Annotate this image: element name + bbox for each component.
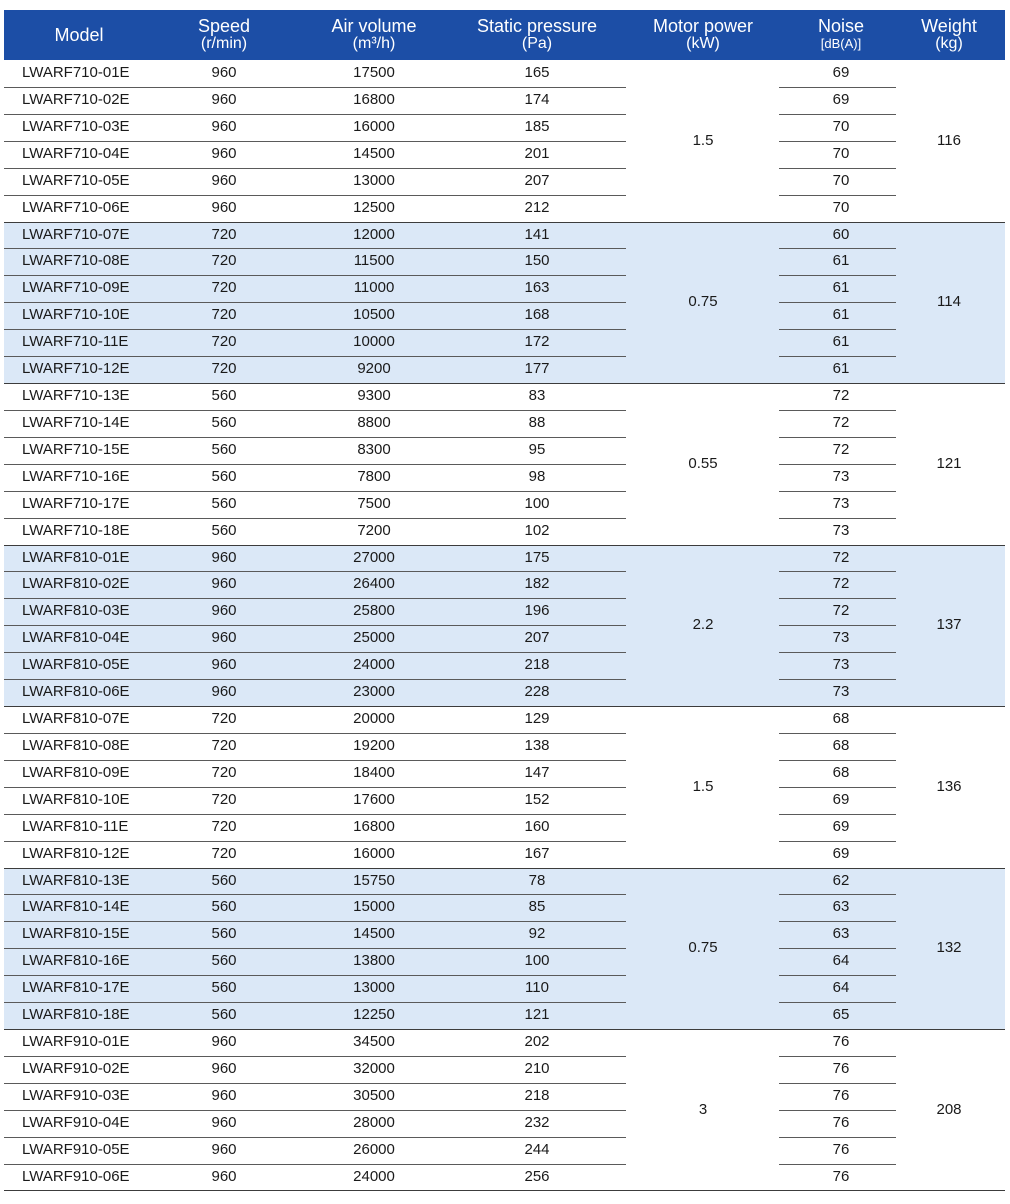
header-speed-label: Speed bbox=[197, 16, 251, 36]
cell-model: LWARF810-16E bbox=[22, 952, 130, 970]
cell-model: LWARF710-09E bbox=[22, 279, 130, 297]
cell-speed: 560 bbox=[211, 925, 237, 943]
table-row bbox=[4, 60, 1005, 87]
table-row bbox=[4, 787, 1005, 814]
cell-air-volume: 20000 bbox=[353, 710, 395, 727]
cell-model: LWARF710-14E bbox=[22, 413, 130, 431]
cell-air-volume: 12500 bbox=[353, 198, 395, 216]
cell-speed: 560 bbox=[211, 952, 237, 970]
cell-static-pressure: 172 bbox=[524, 333, 550, 351]
header-speed bbox=[174, 10, 274, 60]
cell-speed: 960 bbox=[211, 1033, 237, 1050]
cell-model: LWARF810-09E bbox=[22, 763, 130, 781]
table-row bbox=[4, 598, 1005, 625]
cell-model: LWARF910-02E bbox=[22, 1059, 130, 1077]
cell-noise: 63 bbox=[832, 898, 850, 916]
cell-speed: 720 bbox=[211, 252, 237, 270]
cell-motor-power: 1.5 bbox=[692, 777, 714, 795]
header-weight-unit: (kg) bbox=[935, 35, 963, 52]
cell-speed: 960 bbox=[211, 1167, 237, 1185]
cell-air-volume: 15750 bbox=[353, 871, 395, 889]
cell-noise: 68 bbox=[832, 763, 850, 781]
table-row bbox=[4, 760, 1005, 787]
cell-noise: 61 bbox=[832, 279, 850, 297]
cell-noise: 73 bbox=[832, 494, 850, 512]
cell-air-volume: 26400 bbox=[353, 575, 395, 593]
cell-speed: 720 bbox=[211, 306, 237, 324]
cell-noise: 70 bbox=[832, 117, 850, 135]
header-model-label: Model bbox=[54, 25, 104, 45]
cell-air-volume: 16000 bbox=[353, 844, 395, 862]
cell-weight: 114 bbox=[937, 293, 961, 311]
cell-model: LWARF710-06E bbox=[22, 198, 130, 216]
table-row bbox=[4, 625, 1005, 652]
table-row bbox=[4, 841, 1005, 868]
cell-static-pressure: 100 bbox=[524, 952, 550, 970]
table-row bbox=[4, 248, 1005, 275]
table-row bbox=[4, 706, 1005, 733]
cell-air-volume: 16800 bbox=[353, 817, 395, 835]
cell-noise: 72 bbox=[832, 548, 850, 566]
model-group bbox=[4, 1029, 1005, 1191]
model-group bbox=[4, 60, 1005, 222]
cell-static-pressure: 165 bbox=[524, 64, 550, 81]
cell-weight: 208 bbox=[936, 1100, 962, 1118]
cell-model: LWARF810-17E bbox=[22, 979, 130, 997]
cell-static-pressure: 83 bbox=[528, 387, 546, 404]
cell-static-pressure: 102 bbox=[524, 521, 550, 539]
cell-static-pressure: 210 bbox=[524, 1059, 550, 1077]
cell-speed: 960 bbox=[211, 548, 237, 566]
cell-model: LWARF810-10E bbox=[22, 790, 130, 808]
cell-noise: 73 bbox=[832, 656, 850, 674]
cell-model: LWARF810-15E bbox=[22, 925, 130, 943]
cell-model: LWARF910-06E bbox=[22, 1167, 130, 1185]
cell-noise: 70 bbox=[832, 144, 850, 162]
cell-noise: 70 bbox=[832, 171, 850, 189]
cell-air-volume: 24000 bbox=[353, 656, 395, 674]
cell-air-volume: 14500 bbox=[353, 925, 395, 943]
cell-speed: 720 bbox=[211, 736, 237, 754]
table-bottom-border bbox=[4, 1190, 1005, 1191]
table-row bbox=[4, 652, 1005, 679]
cell-air-volume: 13800 bbox=[353, 952, 395, 970]
cell-speed: 960 bbox=[211, 198, 237, 216]
cell-static-pressure: 92 bbox=[528, 925, 546, 943]
cell-air-volume: 34500 bbox=[353, 1033, 395, 1050]
table-row bbox=[4, 1029, 1005, 1056]
cell-speed: 560 bbox=[211, 413, 237, 431]
header-noise-unit: [dB(A)] bbox=[820, 36, 862, 51]
cell-speed: 720 bbox=[211, 710, 237, 727]
header-air-volume bbox=[309, 10, 439, 60]
cell-model: LWARF710-07E bbox=[22, 225, 130, 243]
cell-air-volume: 12000 bbox=[353, 225, 395, 243]
table-row bbox=[4, 222, 1005, 249]
table-row bbox=[4, 383, 1005, 410]
cell-model: LWARF710-03E bbox=[22, 117, 130, 135]
table-row bbox=[4, 518, 1005, 545]
cell-noise: 69 bbox=[832, 817, 850, 835]
cell-model: LWARF810-02E bbox=[22, 575, 130, 593]
header-weight-label: Weight bbox=[921, 16, 977, 36]
cell-noise: 60 bbox=[832, 225, 850, 243]
cell-static-pressure: 196 bbox=[524, 602, 550, 620]
cell-air-volume: 9300 bbox=[357, 387, 391, 404]
cell-noise: 72 bbox=[832, 440, 850, 458]
cell-noise: 72 bbox=[832, 413, 850, 431]
cell-static-pressure: 218 bbox=[524, 656, 550, 674]
model-group bbox=[4, 545, 1005, 707]
cell-speed: 720 bbox=[211, 844, 237, 862]
cell-air-volume: 16000 bbox=[353, 117, 395, 135]
cell-static-pressure: 78 bbox=[528, 871, 546, 889]
table-row bbox=[4, 571, 1005, 598]
cell-speed: 560 bbox=[211, 898, 237, 916]
cell-model: LWARF710-16E bbox=[22, 467, 130, 485]
cell-air-volume: 7200 bbox=[357, 521, 391, 539]
table-row bbox=[4, 275, 1005, 302]
header-noise-label: Noise bbox=[817, 16, 865, 36]
cell-noise: 72 bbox=[832, 602, 850, 620]
table-row bbox=[4, 679, 1005, 706]
cell-static-pressure: 185 bbox=[524, 117, 550, 135]
cell-model: LWARF810-08E bbox=[22, 736, 130, 754]
cell-static-pressure: 212 bbox=[524, 198, 550, 216]
cell-noise: 62 bbox=[832, 871, 850, 889]
cell-noise: 73 bbox=[832, 629, 850, 647]
cell-static-pressure: 100 bbox=[524, 494, 550, 512]
cell-model: LWARF710-18E bbox=[22, 521, 130, 539]
cell-static-pressure: 244 bbox=[524, 1140, 550, 1158]
cell-speed: 720 bbox=[211, 817, 237, 835]
cell-noise: 72 bbox=[832, 575, 850, 593]
cell-model: LWARF710-05E bbox=[22, 171, 130, 189]
cell-static-pressure: 163 bbox=[524, 279, 550, 297]
cell-static-pressure: 95 bbox=[528, 440, 546, 458]
cell-air-volume: 32000 bbox=[353, 1059, 395, 1077]
cell-model: LWARF810-04E bbox=[22, 629, 130, 647]
cell-motor-power: 0.75 bbox=[688, 293, 718, 311]
cell-air-volume: 19200 bbox=[353, 736, 395, 754]
cell-static-pressure: 160 bbox=[524, 817, 550, 835]
cell-model: LWARF710-11E bbox=[22, 333, 129, 351]
header-motor-power bbox=[638, 10, 768, 60]
cell-weight: 137 bbox=[936, 616, 962, 634]
cell-model: LWARF910-01E bbox=[22, 1033, 130, 1050]
table-row bbox=[4, 975, 1005, 1002]
cell-static-pressure: 182 bbox=[524, 575, 550, 593]
cell-noise: 61 bbox=[832, 306, 850, 324]
cell-speed: 960 bbox=[211, 64, 237, 81]
cell-noise: 65 bbox=[832, 1006, 850, 1023]
table-row bbox=[4, 894, 1005, 921]
cell-model: LWARF910-04E bbox=[22, 1113, 130, 1131]
cell-model: LWARF710-02E bbox=[22, 90, 130, 108]
cell-air-volume: 13000 bbox=[353, 979, 395, 997]
cell-noise: 73 bbox=[832, 683, 850, 700]
table-row bbox=[4, 1056, 1005, 1083]
cell-speed: 960 bbox=[211, 1140, 237, 1158]
cell-speed: 720 bbox=[211, 225, 237, 243]
header-motor-power-unit: (kW) bbox=[686, 35, 720, 52]
cell-speed: 960 bbox=[211, 171, 237, 189]
cell-air-volume: 27000 bbox=[353, 548, 395, 566]
table-row bbox=[4, 545, 1005, 572]
cell-speed: 960 bbox=[211, 1113, 237, 1131]
cell-model: LWARF910-05E bbox=[22, 1140, 130, 1158]
cell-air-volume: 10000 bbox=[353, 333, 395, 351]
cell-weight: 116 bbox=[937, 131, 961, 149]
cell-static-pressure: 202 bbox=[524, 1033, 550, 1050]
cell-air-volume: 11000 bbox=[353, 279, 395, 297]
cell-speed: 560 bbox=[211, 440, 237, 458]
cell-air-volume: 23000 bbox=[353, 683, 395, 700]
cell-static-pressure: 175 bbox=[524, 548, 550, 566]
cell-model: LWARF710-10E bbox=[22, 306, 130, 324]
table-row bbox=[4, 948, 1005, 975]
cell-weight: 121 bbox=[936, 454, 962, 472]
cell-speed: 960 bbox=[211, 602, 237, 620]
cell-model: LWARF810-05E bbox=[22, 656, 130, 674]
cell-noise: 69 bbox=[832, 844, 850, 862]
cell-static-pressure: 201 bbox=[524, 144, 550, 162]
table-row bbox=[4, 1137, 1005, 1164]
table-row bbox=[4, 1083, 1005, 1110]
cell-static-pressure: 218 bbox=[524, 1086, 550, 1104]
cell-noise: 68 bbox=[832, 710, 850, 727]
cell-static-pressure: 228 bbox=[524, 683, 550, 700]
cell-noise: 73 bbox=[832, 467, 850, 485]
cell-speed: 560 bbox=[211, 494, 237, 512]
cell-model: LWARF810-13E bbox=[22, 871, 130, 889]
cell-static-pressure: 174 bbox=[524, 90, 550, 108]
cell-static-pressure: 147 bbox=[524, 763, 550, 781]
cell-air-volume: 17600 bbox=[353, 790, 395, 808]
cell-air-volume: 24000 bbox=[353, 1167, 395, 1185]
cell-speed: 960 bbox=[211, 117, 237, 135]
table-header bbox=[4, 10, 1005, 60]
cell-static-pressure: 110 bbox=[525, 979, 549, 997]
cell-noise: 76 bbox=[832, 1113, 850, 1131]
cell-speed: 560 bbox=[211, 467, 237, 485]
cell-weight: 132 bbox=[936, 939, 962, 957]
table-row bbox=[4, 464, 1005, 491]
table-row bbox=[4, 114, 1005, 141]
cell-air-volume: 8300 bbox=[357, 440, 391, 458]
cell-speed: 960 bbox=[211, 1059, 237, 1077]
table-row bbox=[4, 356, 1005, 383]
cell-speed: 960 bbox=[211, 656, 237, 674]
cell-noise: 64 bbox=[832, 979, 850, 997]
cell-model: LWARF810-01E bbox=[22, 548, 130, 566]
cell-air-volume: 15000 bbox=[353, 898, 395, 916]
cell-model: LWARF810-07E bbox=[22, 710, 130, 727]
cell-noise: 70 bbox=[832, 198, 850, 216]
cell-speed: 560 bbox=[211, 521, 237, 539]
cell-noise: 69 bbox=[832, 64, 850, 81]
cell-speed: 560 bbox=[211, 871, 237, 889]
cell-model: LWARF810-06E bbox=[22, 683, 130, 700]
cell-air-volume: 26000 bbox=[353, 1140, 395, 1158]
cell-speed: 720 bbox=[211, 763, 237, 781]
cell-static-pressure: 177 bbox=[524, 360, 550, 377]
cell-static-pressure: 167 bbox=[524, 844, 550, 862]
table-row bbox=[4, 868, 1005, 895]
cell-speed: 720 bbox=[211, 333, 237, 351]
cell-noise: 69 bbox=[832, 90, 850, 108]
table-row bbox=[4, 437, 1005, 464]
cell-model: LWARF810-12E bbox=[22, 844, 130, 862]
cell-motor-power: 0.55 bbox=[688, 454, 718, 472]
cell-static-pressure: 88 bbox=[528, 413, 546, 431]
table-row bbox=[4, 733, 1005, 760]
cell-noise: 72 bbox=[832, 387, 850, 404]
cell-model: LWARF810-03E bbox=[22, 602, 130, 620]
cell-air-volume: 7500 bbox=[357, 494, 391, 512]
cell-motor-power: 0.75 bbox=[688, 939, 718, 957]
cell-air-volume: 8800 bbox=[357, 413, 391, 431]
cell-model: LWARF710-15E bbox=[22, 440, 130, 458]
cell-noise: 69 bbox=[832, 790, 850, 808]
header-model bbox=[24, 10, 134, 60]
cell-model: LWARF710-12E bbox=[22, 360, 130, 377]
cell-speed: 960 bbox=[211, 144, 237, 162]
cell-air-volume: 30500 bbox=[353, 1086, 395, 1104]
cell-noise: 61 bbox=[832, 252, 850, 270]
header-noise bbox=[791, 10, 891, 60]
cell-static-pressure: 98 bbox=[528, 467, 546, 485]
cell-speed: 960 bbox=[211, 90, 237, 108]
model-group bbox=[4, 383, 1005, 545]
cell-air-volume: 25000 bbox=[353, 629, 395, 647]
cell-model: LWARF810-14E bbox=[22, 898, 130, 916]
cell-static-pressure: 232 bbox=[524, 1113, 550, 1131]
table-row bbox=[4, 1110, 1005, 1137]
cell-noise: 63 bbox=[832, 925, 850, 943]
header-static-pressure-unit: (Pa) bbox=[521, 35, 553, 52]
header-weight bbox=[899, 10, 999, 60]
cell-noise: 76 bbox=[832, 1140, 850, 1158]
table-row bbox=[4, 329, 1005, 356]
header-static-pressure bbox=[462, 10, 612, 60]
cell-noise: 73 bbox=[832, 521, 850, 539]
cell-speed: 560 bbox=[211, 979, 237, 997]
cell-motor-power: 3 bbox=[698, 1100, 708, 1118]
model-group bbox=[4, 706, 1005, 868]
cell-speed: 960 bbox=[211, 683, 237, 700]
cell-speed: 960 bbox=[211, 1086, 237, 1104]
cell-air-volume: 17500 bbox=[353, 64, 395, 81]
cell-air-volume: 12250 bbox=[353, 1006, 395, 1023]
cell-static-pressure: 121 bbox=[524, 1006, 550, 1023]
cell-noise: 64 bbox=[832, 952, 850, 970]
model-group bbox=[4, 222, 1005, 384]
cell-air-volume: 16800 bbox=[353, 90, 395, 108]
table-row bbox=[4, 141, 1005, 168]
table-row bbox=[4, 168, 1005, 195]
cell-model: LWARF710-17E bbox=[22, 494, 130, 512]
cell-noise: 76 bbox=[832, 1086, 850, 1104]
cell-model: LWARF710-04E bbox=[22, 144, 130, 162]
cell-model: LWARF910-03E bbox=[22, 1086, 130, 1104]
cell-speed: 720 bbox=[211, 790, 237, 808]
cell-noise: 68 bbox=[832, 736, 850, 754]
cell-static-pressure: 138 bbox=[524, 736, 550, 754]
cell-noise: 61 bbox=[832, 360, 850, 377]
table-row bbox=[4, 302, 1005, 329]
cell-speed: 720 bbox=[211, 360, 237, 377]
cell-weight: 136 bbox=[936, 777, 962, 795]
cell-speed: 960 bbox=[211, 575, 237, 593]
cell-model: LWARF710-08E bbox=[22, 252, 130, 270]
cell-static-pressure: 152 bbox=[524, 790, 550, 808]
cell-static-pressure: 141 bbox=[524, 225, 550, 243]
cell-speed: 560 bbox=[211, 1006, 237, 1023]
cell-air-volume: 11500 bbox=[353, 252, 395, 270]
cell-model: LWARF810-18E bbox=[22, 1006, 130, 1023]
cell-air-volume: 18400 bbox=[353, 763, 395, 781]
table-row bbox=[4, 921, 1005, 948]
cell-model: LWARF810-11E bbox=[22, 817, 129, 835]
cell-air-volume: 25800 bbox=[353, 602, 395, 620]
cell-static-pressure: 207 bbox=[524, 629, 550, 647]
cell-noise: 61 bbox=[832, 333, 850, 351]
cell-air-volume: 14500 bbox=[353, 144, 395, 162]
cell-static-pressure: 85 bbox=[528, 898, 546, 916]
header-speed-unit: (r/min) bbox=[200, 35, 248, 52]
cell-air-volume: 13000 bbox=[353, 171, 395, 189]
cell-speed: 560 bbox=[211, 387, 237, 404]
table-row bbox=[4, 814, 1005, 841]
table-body bbox=[4, 60, 1005, 1190]
cell-motor-power: 2.2 bbox=[692, 616, 714, 634]
cell-air-volume: 7800 bbox=[357, 467, 391, 485]
table-row bbox=[4, 1002, 1005, 1029]
header-air-volume-label: Air volume bbox=[331, 16, 417, 36]
header-static-pressure-label: Static pressure bbox=[476, 16, 598, 36]
cell-noise: 76 bbox=[832, 1033, 850, 1050]
cell-air-volume: 28000 bbox=[353, 1113, 395, 1131]
table-row bbox=[4, 410, 1005, 437]
cell-noise: 76 bbox=[832, 1167, 850, 1185]
header-motor-power-label: Motor power bbox=[652, 16, 754, 36]
table-row bbox=[4, 87, 1005, 114]
cell-noise: 76 bbox=[832, 1059, 850, 1077]
model-group bbox=[4, 868, 1005, 1030]
cell-speed: 960 bbox=[211, 629, 237, 647]
header-air-volume-unit: (m³/h) bbox=[352, 35, 396, 52]
cell-air-volume: 9200 bbox=[357, 360, 391, 377]
table-row bbox=[4, 195, 1005, 222]
table-row bbox=[4, 1164, 1005, 1191]
cell-static-pressure: 129 bbox=[524, 710, 550, 727]
cell-static-pressure: 168 bbox=[524, 306, 550, 324]
cell-static-pressure: 256 bbox=[524, 1167, 550, 1185]
table-row bbox=[4, 491, 1005, 518]
cell-model: LWARF710-13E bbox=[22, 387, 130, 404]
cell-static-pressure: 150 bbox=[524, 252, 550, 270]
cell-speed: 720 bbox=[211, 279, 237, 297]
cell-motor-power: 1.5 bbox=[692, 131, 714, 149]
cell-static-pressure: 207 bbox=[524, 171, 550, 189]
cell-model: LWARF710-01E bbox=[22, 64, 130, 81]
cell-air-volume: 10500 bbox=[353, 306, 395, 324]
